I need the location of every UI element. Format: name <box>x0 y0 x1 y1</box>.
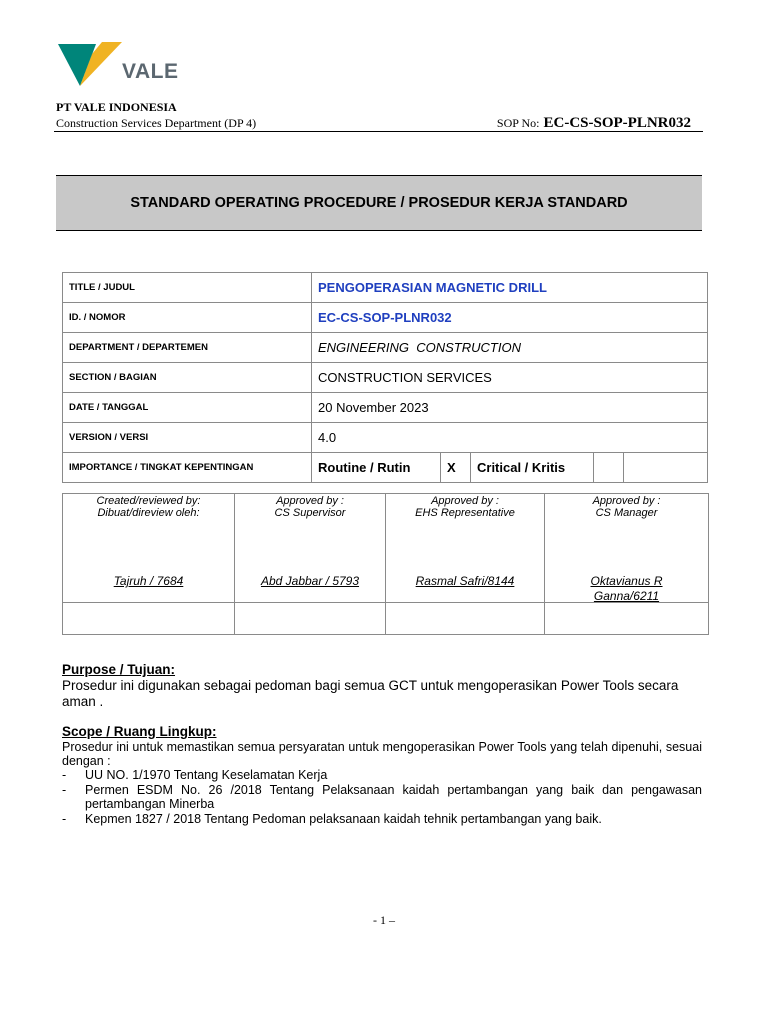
approval-cell-ehs <box>386 494 545 603</box>
approval-name: Abd Jabbar / 5793 <box>260 574 360 588</box>
vale-logo <box>56 40 184 90</box>
critical-label: Critical / Kritis <box>471 453 594 483</box>
purpose-text: Prosedur ini digunakan sebagai pedoman bagi semua GCT untuk mengoperasikan Power Tools secara aman . <box>62 678 679 709</box>
approval-cell-creator <box>63 494 235 603</box>
routine-label: Routine / Rutin <box>312 453 441 483</box>
scope-text: Prosedur ini untuk memastikan semua persyaratan untuk mengoperasikan Power Tools yang telah dipenuhi, sesuai dengan : <box>62 740 702 768</box>
table-row <box>63 303 708 333</box>
logo-text: VALE <box>122 60 179 83</box>
document-banner: STANDARD OPERATING PROCEDURE / PROSEDUR KERJA STANDARD <box>56 175 702 231</box>
scope-list <box>62 768 702 827</box>
signature-cell <box>235 603 386 635</box>
list-item-text: UU NO. 1/1970 Tentang Keselamatan Kerja <box>85 768 328 782</box>
sop-label: SOP No: <box>496 116 540 130</box>
title-value: PENGOPERASIAN MAGNETIC DRILL <box>312 273 708 303</box>
approval-role-line1: Approved by : <box>276 495 344 507</box>
approval-role-line1: Created/reviewed by: <box>96 495 201 507</box>
list-item-text: Kepmen 1827 / 2018 Tentang Pedoman pelaksanaan kaidah tehnik pertambangan yang baik. <box>85 812 602 826</box>
sop-number-value: EC-CS-SOP-PLNR032 <box>543 115 691 131</box>
list-dash: - <box>62 783 67 797</box>
version-label: VERSION / VERSI <box>63 423 312 453</box>
approval-name: Rasmal Safri/8144 <box>415 574 515 588</box>
purpose-heading: Purpose / Tujuan: <box>62 662 176 677</box>
signature-cell <box>386 603 545 635</box>
approval-role-line2: CS Manager <box>595 507 658 519</box>
approval-role-line1: Approved by : <box>592 495 661 507</box>
header-rule <box>54 131 703 132</box>
table-row <box>63 603 709 635</box>
company-name: PT VALE INDONESIA <box>56 100 177 114</box>
list-item <box>62 768 702 782</box>
table-row <box>63 453 708 483</box>
approval-role-line2: CS Supervisor <box>274 507 346 519</box>
title-label: TITLE / JUDUL <box>63 273 312 303</box>
department-name: Construction Services Department (DP 4) <box>56 116 257 130</box>
table-row <box>63 494 709 603</box>
table-row <box>63 363 708 393</box>
approval-role-line2: Dibuat/direview oleh: <box>97 507 200 519</box>
list-dash: - <box>62 812 67 826</box>
approval-name: Tajruh / 7684 <box>113 574 184 588</box>
list-item <box>62 812 702 826</box>
info-table <box>62 272 708 483</box>
importance-spacer <box>624 453 708 483</box>
table-row <box>63 333 708 363</box>
scope-heading: Scope / Ruang Lingkup: <box>62 724 217 739</box>
approval-role-line2: EHS Representative <box>415 507 515 519</box>
sop-number <box>497 115 691 132</box>
routine-checkbox: X <box>441 453 471 483</box>
version-value: 4.0 <box>312 423 708 453</box>
id-value: EC-CS-SOP-PLNR032 <box>312 303 708 333</box>
section-value: CONSTRUCTION SERVICES <box>312 363 708 393</box>
vale-logo-icon <box>56 40 122 90</box>
signature-cell <box>63 603 235 635</box>
approval-name: Oktavianus R Ganna/6211 <box>590 574 663 603</box>
id-label: ID. / NOMOR <box>63 303 312 333</box>
page-number: - 1 – <box>373 913 395 927</box>
department-value: ENGINEERING CONSTRUCTION <box>312 333 708 363</box>
list-item-text: Permen ESDM No. 26 /2018 Tentang Pelaksanaan kaidah pertambangan yang baik dan pengawasan pertambangan Minerba <box>85 783 702 811</box>
list-item <box>62 783 702 811</box>
importance-label: IMPORTANCE / TINGKAT KEPENTINGAN <box>63 453 312 483</box>
date-value: 20 November 2023 <box>312 393 708 423</box>
approval-cell-supervisor <box>235 494 386 603</box>
approval-table <box>62 493 709 635</box>
date-label: DATE / TANGGAL <box>63 393 312 423</box>
department-label: DEPARTMENT / DEPARTEMEN <box>63 333 312 363</box>
critical-checkbox <box>594 453 624 483</box>
section-label: SECTION / BAGIAN <box>63 363 312 393</box>
table-row <box>63 423 708 453</box>
signature-cell <box>545 603 709 635</box>
list-dash: - <box>62 768 67 782</box>
table-row <box>63 273 708 303</box>
table-row <box>63 393 708 423</box>
approval-role-line1: Approved by : <box>431 495 499 507</box>
approval-cell-manager <box>545 494 709 603</box>
